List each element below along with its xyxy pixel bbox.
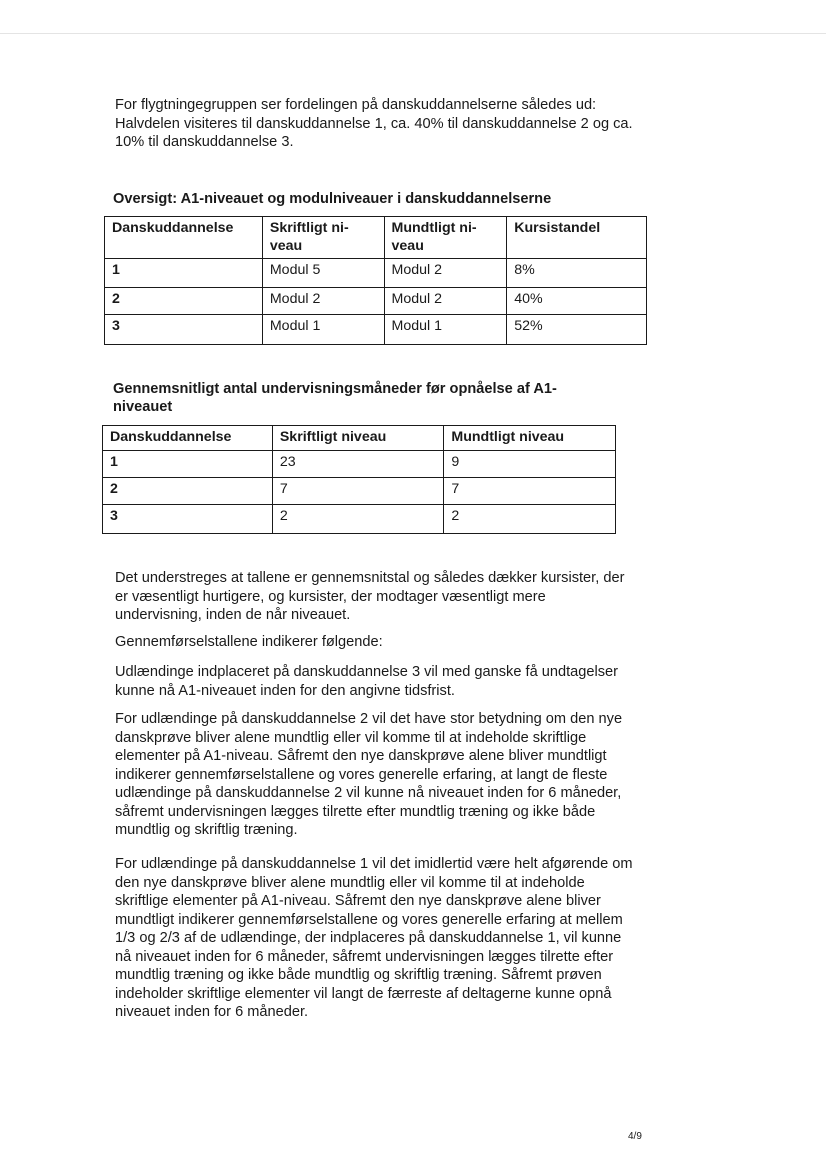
page-number: 4/9 — [628, 1131, 642, 1142]
table-row — [103, 477, 616, 504]
table-row — [105, 259, 647, 288]
table-cell: 2 — [105, 288, 263, 315]
table-cell: Modul 1 — [262, 315, 384, 345]
table-teaching-months — [102, 425, 616, 534]
table-row — [103, 450, 616, 477]
body-paragraph-5: For udlændinge på danskuddannelse 1 vil det imidlertid være helt afgørende om den nye danskprøve bliver alene mundtlig eller vil komme til at indeholde skriftlige elementer på A1-niveau. Såfremt den nye danskprøve alene bliver mundtligt indikerer gennemførselstallene og vores generelle erfaring at mellem 1/3 og 2/3 af de udlændinge, der indplaceres på danskuddannelse 1, vil kunne nå niveauet inden for 6 måneder, såfremt undervisningen lægges tilrette efter mundtlig træning og ikke både mundtlig og skriftlig træning. Såfremt prøven indeholder skriftlige elementer vil langt de færreste af deltagerne kunne opnå niveauet inden for 6 måneder. — [115, 856, 633, 1020]
column-header: Danskuddannelse — [103, 426, 273, 451]
column-header: Danskuddannelse — [105, 217, 263, 259]
table-cell: 23 — [272, 450, 444, 477]
table-cell: 3 — [105, 315, 263, 345]
table-cell: 2 — [103, 477, 273, 504]
body-paragraph-2: Gennemførselstallene indikerer følgende: — [115, 634, 383, 650]
table1-title: Oversigt: A1-niveauet og modulniveauer i danskuddannelserne — [113, 191, 552, 207]
column-header: Kursistandel — [507, 217, 647, 259]
table-cell: Modul 5 — [262, 259, 384, 288]
table-header-row — [105, 217, 647, 259]
table-cell: Modul 1 — [384, 315, 507, 345]
table-row — [103, 504, 616, 533]
table-cell: 1 — [103, 450, 273, 477]
table-cell: 2 — [444, 504, 616, 533]
body-paragraph-3: Udlændinge indplaceret på danskuddannelse 3 vil med ganske få undtagelser kunne nå A1-niveauet inden for den angivne tidsfrist. — [115, 664, 619, 699]
body-paragraph-1: Det understreges at tallene er gennemsnitstal og således dækker kursister, der er væsentligt hurtigere, og kursister, der modtager væsentligt mere undervisning, inden de når niveauet. — [115, 570, 625, 623]
table-cell: Modul 2 — [384, 288, 507, 315]
page-top-rule — [0, 33, 826, 34]
table-cell: 9 — [444, 450, 616, 477]
table-cell: 7 — [272, 477, 444, 504]
body-paragraph-4: For udlændinge på danskuddannelse 2 vil det have stor betydning om den nye danskprøve bliver alene mundtlig eller vil komme til at indeholde skriftlige elementer på A1-niveau. Såfremt den nye danskprøve alene bliver mundtligt indikerer gennemførselstallene og vores generelle erfaring, at langt de fleste udlændinge på danskuddannelse 2 vil kunne nå niveauet inden for 6 måneder, såfremt undervisningen lægges tilrette efter mundtlig træning og ikke både mundtlig og skriftlig træning. — [115, 711, 623, 838]
table-cell: Modul 2 — [384, 259, 507, 288]
column-header: Mundtligt ni- veau — [384, 217, 507, 259]
table2-title: Gennemsnitligt antal undervisningsmåneder før opnåelse af A1-niveauet — [113, 381, 557, 415]
column-header: Skriftligt ni- veau — [262, 217, 384, 259]
table-cell: 8% — [507, 259, 647, 288]
table-cell: 3 — [103, 504, 273, 533]
table-cell: 7 — [444, 477, 616, 504]
table-cell: Modul 2 — [262, 288, 384, 315]
table-header-row — [103, 426, 616, 451]
table-cell: 40% — [507, 288, 647, 315]
table-cell: 1 — [105, 259, 263, 288]
table-row — [105, 288, 647, 315]
table-module-levels — [104, 216, 647, 345]
table-cell: 52% — [507, 315, 647, 345]
table-cell: 2 — [272, 504, 444, 533]
table-row — [105, 315, 647, 345]
column-header: Skriftligt niveau — [272, 426, 444, 451]
column-header: Mundtligt niveau — [444, 426, 616, 451]
intro-paragraph: For flygtningegruppen ser fordelingen på danskuddannelserne således ud: Halvdelen visiteres til danskuddannelse 1, ca. 40% til danskuddannelse 2 og ca. 10% til danskuddannelse 3. — [115, 97, 633, 150]
